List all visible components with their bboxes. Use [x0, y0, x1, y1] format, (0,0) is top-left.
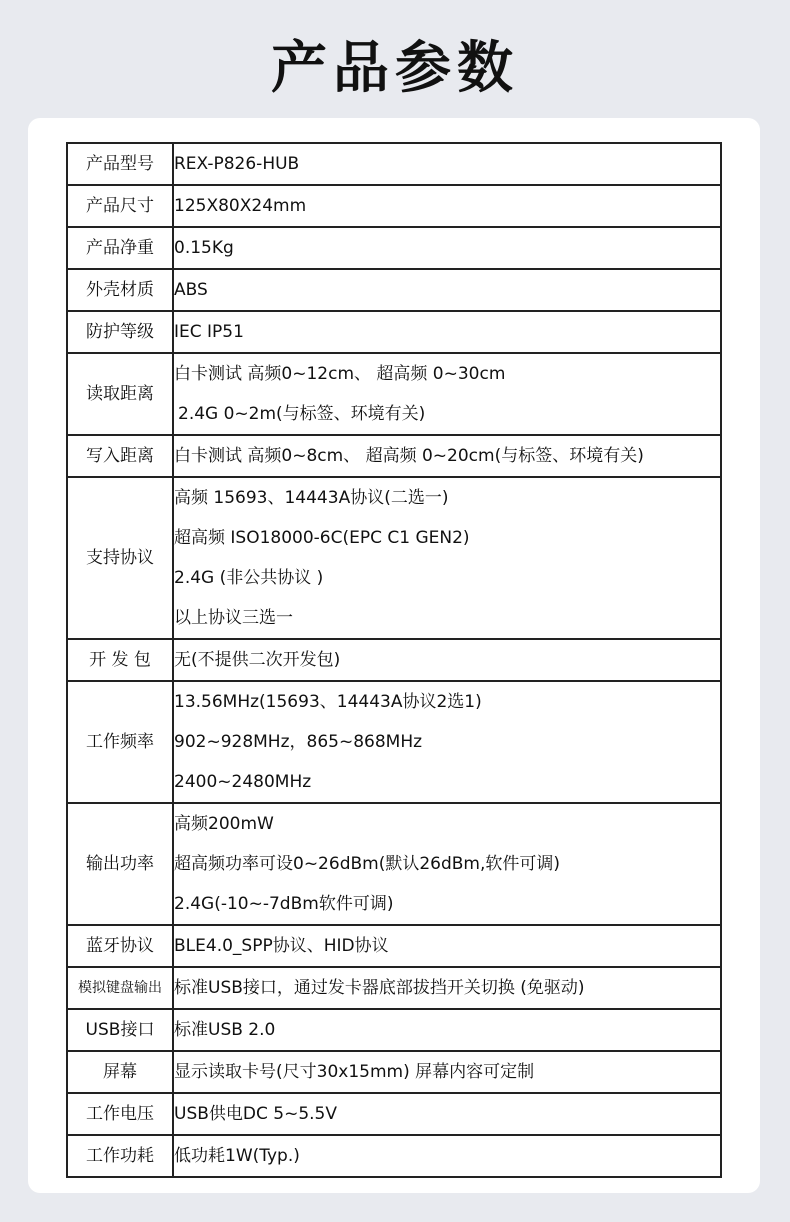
page-title: 产品参数 — [271, 36, 519, 101]
table-row — [67, 477, 721, 639]
spec-key: 输出功率 — [67, 803, 173, 925]
table-row — [67, 803, 721, 925]
spec-value-line: 无(不提供二次开发包) — [174, 650, 341, 670]
spec-value-line: BLE4.0_SPP协议、HID协议 — [174, 936, 389, 956]
spec-key: 防护等级 — [67, 311, 173, 353]
spec-value-line: 0.15Kg — [174, 238, 234, 258]
spec-value-line: 高频 15693、14443A协议(二选一) — [174, 488, 449, 508]
spec-key: USB接口 — [67, 1009, 173, 1051]
spec-value-line: 标准USB接口，通过发卡器底部拔挡开关切换 (免驱动) — [174, 978, 585, 998]
spec-value-line: 2400~2480MHz — [174, 772, 312, 792]
spec-value-line: 标准USB 2.0 — [174, 1020, 276, 1040]
spec-value-line: 13.56MHz(15693、14443A协议2选1) — [174, 692, 482, 712]
spec-value-line: 2.4G 0~2m(与标签、环境有关) — [178, 404, 426, 424]
spec-key: 蓝牙协议 — [67, 925, 173, 967]
spec-value-line: REX-P826-HUB — [174, 154, 300, 174]
spec-value-line: 显示读取卡号(尺寸30x15mm) 屏幕内容可定制 — [174, 1062, 535, 1082]
spec-value — [173, 311, 721, 353]
spec-value — [173, 1093, 721, 1135]
table-row — [67, 269, 721, 311]
spec-key: 工作功耗 — [67, 1135, 173, 1177]
spec-value — [173, 353, 721, 435]
spec-key: 模拟键盘输出 — [67, 967, 173, 1009]
spec-value — [173, 477, 721, 639]
spec-value — [173, 639, 721, 681]
table-row — [67, 681, 721, 803]
table-row — [67, 1135, 721, 1177]
spec-key: 工作电压 — [67, 1093, 173, 1135]
spec-value — [173, 227, 721, 269]
table-row — [67, 1009, 721, 1051]
spec-value-line: 白卡测试 高频0~12cm、 超高频 0~30cm — [174, 364, 506, 384]
table-row — [67, 227, 721, 269]
spec-value-line: USB供电DC 5~5.5V — [174, 1104, 337, 1124]
spec-value-line: 高频200mW — [174, 814, 274, 834]
spec-value-line: 白卡测试 高频0~8cm、 超高频 0~20cm(与标签、环境有关) — [174, 446, 644, 466]
spec-value — [173, 1135, 721, 1177]
spec-key: 屏幕 — [67, 1051, 173, 1093]
spec-key: 外壳材质 — [67, 269, 173, 311]
spec-value — [173, 435, 721, 477]
spec-value-line: 低功耗1W(Typ.) — [174, 1146, 300, 1166]
spec-table — [66, 142, 722, 1178]
table-row — [67, 1051, 721, 1093]
table-row — [67, 639, 721, 681]
spec-key: 产品型号 — [67, 143, 173, 185]
spec-value — [173, 967, 721, 1009]
spec-value-line: ABS — [174, 280, 208, 300]
table-row — [67, 435, 721, 477]
spec-key: 读取距离 — [67, 353, 173, 435]
spec-key: 工作频率 — [67, 681, 173, 803]
table-row — [67, 353, 721, 435]
table-row — [67, 185, 721, 227]
spec-value — [173, 269, 721, 311]
spec-value — [173, 681, 721, 803]
table-row — [67, 967, 721, 1009]
spec-value-line: 以上协议三选一 — [174, 608, 293, 628]
spec-value-line: 902~928MHz，865~868MHz — [174, 732, 423, 752]
spec-value-line: 125X80X24mm — [174, 196, 307, 216]
spec-value — [173, 925, 721, 967]
table-row — [67, 925, 721, 967]
spec-key: 开 发 包 — [67, 639, 173, 681]
spec-value-line: 超高频功率可设0~26dBm(默认26dBm,软件可调) — [174, 854, 561, 874]
spec-key: 产品尺寸 — [67, 185, 173, 227]
spec-value — [173, 143, 721, 185]
table-row — [67, 311, 721, 353]
spec-value-line: 超高频 ISO18000-6C(EPC C1 GEN2) — [174, 528, 470, 548]
spec-value-line: IEC IP51 — [174, 322, 244, 342]
spec-value — [173, 1051, 721, 1093]
spec-card — [28, 118, 760, 1193]
table-row — [67, 143, 721, 185]
spec-key: 写入距离 — [67, 435, 173, 477]
spec-key: 支持协议 — [67, 477, 173, 639]
spec-value — [173, 185, 721, 227]
spec-value-line: 2.4G(-10~-7dBm软件可调) — [174, 894, 394, 914]
spec-key: 产品净重 — [67, 227, 173, 269]
spec-value-line: 2.4G (非公共协议 ) — [174, 568, 324, 588]
spec-value — [173, 1009, 721, 1051]
table-row — [67, 1093, 721, 1135]
spec-value — [173, 803, 721, 925]
